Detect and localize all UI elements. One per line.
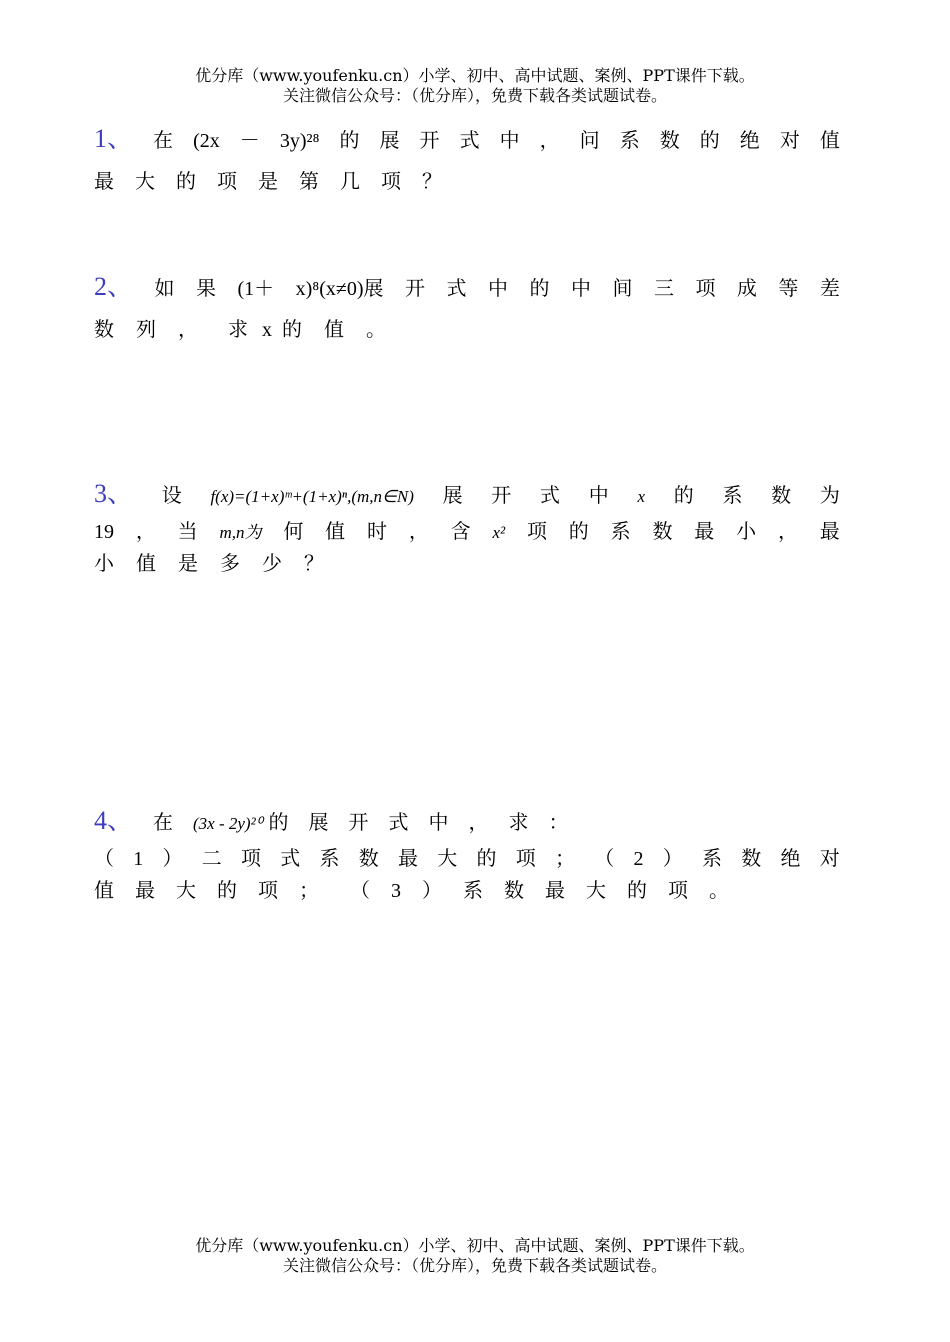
token: 是 — [178, 551, 198, 575]
question-1-line-2 — [94, 160, 840, 202]
token: 式 — [388, 810, 409, 834]
token: x)⁸(x≠0)展 — [295, 278, 384, 300]
token: （ — [350, 878, 370, 902]
token: 何 — [283, 519, 304, 543]
token: 大 — [586, 878, 606, 902]
token: 数 — [741, 846, 762, 870]
token: 值 — [325, 519, 346, 543]
token: (2x — [193, 130, 220, 152]
token: 差 — [819, 276, 840, 300]
token: 果 — [195, 276, 216, 300]
token: ， — [408, 519, 429, 543]
token: 式 — [459, 128, 480, 152]
token: 值 — [819, 128, 840, 152]
token: ： — [548, 810, 569, 834]
question-number: 4、 — [94, 806, 134, 835]
token: 。 — [709, 878, 729, 902]
token: 开 — [419, 128, 440, 152]
x-squared: x² — [492, 523, 506, 542]
token: 大 — [176, 878, 196, 902]
token: 中 — [588, 483, 609, 507]
token: 绝 — [739, 128, 760, 152]
token: 的 — [627, 878, 647, 902]
token: 3y)²⁸ — [279, 130, 320, 152]
token: 等 — [778, 276, 799, 300]
token: 绝 — [780, 846, 801, 870]
token: 项 — [258, 878, 278, 902]
binomial-formula: (3x - 2y)²⁰ — [193, 814, 263, 833]
page-header — [0, 66, 950, 106]
token: 展 — [308, 810, 329, 834]
question-2-line-1 — [94, 266, 840, 308]
token: 为 — [819, 483, 840, 507]
token: ， — [777, 519, 798, 543]
token: 最 — [545, 878, 565, 902]
token: ？ — [422, 169, 442, 193]
token: 数 — [504, 878, 524, 902]
question-number: 1、 — [94, 124, 134, 153]
token: 系 — [463, 878, 483, 902]
variable-x: x — [637, 487, 645, 506]
token: 数 — [358, 846, 379, 870]
token: 项 — [515, 846, 536, 870]
token: (1＋ — [237, 278, 275, 300]
token: 问 — [579, 128, 600, 152]
page-footer — [0, 1236, 950, 1276]
token: 第 — [299, 169, 319, 193]
variables-m-n: m,n为 — [219, 523, 262, 542]
token: 值 — [136, 551, 156, 575]
question-3 — [94, 473, 840, 579]
token: 中 — [570, 276, 591, 300]
token: 对 — [819, 846, 840, 870]
token: 值 — [324, 317, 344, 341]
token: 项 — [381, 169, 401, 193]
token: 展 — [379, 128, 400, 152]
footer-line-2: 关注微信公众号：（优分库），免费下载各类试题试卷。 — [282, 1256, 667, 1275]
token: 在 — [153, 810, 174, 834]
token: 项 — [695, 276, 716, 300]
token: 二 — [201, 846, 222, 870]
token: 值 — [94, 878, 114, 902]
token: （ — [594, 846, 615, 870]
header-line-1: 优分库（www.youfenku.cn）小学、初中、高中试题、案例、PPT课件下载。 — [195, 66, 755, 85]
token: － — [239, 128, 260, 152]
token: 式 — [280, 846, 301, 870]
token: 小 — [736, 519, 757, 543]
header-line-2: 关注微信公众号：（优分库），免费下载各类试题试卷。 — [282, 86, 667, 105]
token: ） — [422, 878, 442, 902]
token: 数 — [94, 317, 114, 341]
token: 系 — [619, 128, 640, 152]
token: 的 — [699, 128, 720, 152]
token: 系 — [319, 846, 340, 870]
token: 时 — [367, 519, 387, 543]
token: 数 — [652, 519, 673, 543]
token: 最 — [135, 878, 155, 902]
question-1-line-1 — [94, 118, 840, 160]
token: 19 — [94, 521, 114, 543]
token: 几 — [340, 169, 360, 193]
question-3-line-2 — [94, 515, 840, 547]
token: 系 — [722, 483, 743, 507]
question-4-line-1 — [94, 800, 594, 842]
question-1 — [94, 118, 840, 202]
token: 的 — [339, 128, 360, 152]
token: 项 — [526, 519, 547, 543]
token: 列 — [136, 317, 156, 341]
token: 小 — [94, 551, 114, 575]
token: 当 — [177, 519, 198, 543]
question-3-line-3 — [94, 547, 840, 579]
token: 系 — [702, 846, 722, 870]
token: 项 — [217, 169, 237, 193]
question-4-line-3 — [94, 874, 729, 906]
token: 设 — [161, 483, 182, 507]
token: 在 — [153, 128, 174, 152]
token: 式 — [446, 276, 467, 300]
token: ， — [539, 128, 560, 152]
token: 求 — [508, 810, 529, 834]
question-2 — [94, 266, 840, 350]
question-number: 3、 — [94, 479, 134, 508]
token: 最 — [398, 846, 418, 870]
token: 三 — [653, 276, 674, 300]
token: 最 — [694, 519, 715, 543]
token: 的 — [568, 519, 589, 543]
token: 的 — [268, 810, 289, 834]
token: 含 — [450, 519, 471, 543]
token: 间 — [612, 276, 633, 300]
token: 开 — [491, 483, 512, 507]
token: ） — [162, 846, 183, 870]
token: 项 — [668, 878, 688, 902]
token: x — [262, 319, 272, 341]
token: ？ — [304, 551, 324, 575]
token: 项 — [241, 846, 261, 870]
token: 少 — [262, 551, 282, 575]
token: 。 — [366, 317, 386, 341]
token: 的 — [282, 317, 302, 341]
token: ， — [468, 810, 489, 834]
token: 是 — [258, 169, 278, 193]
token: 开 — [348, 810, 369, 834]
token: 的 — [476, 846, 497, 870]
question-2-line-2 — [94, 308, 840, 350]
token: 中 — [488, 276, 509, 300]
token: 对 — [779, 128, 800, 152]
token: 求 — [228, 317, 248, 341]
token: 3 — [391, 880, 401, 902]
token: 中 — [499, 128, 520, 152]
token: 大 — [135, 169, 155, 193]
token: 的 — [529, 276, 550, 300]
token: 如 — [154, 276, 175, 300]
token: 大 — [437, 846, 458, 870]
token: 展 — [442, 483, 463, 507]
token: （ — [94, 846, 114, 870]
token: 的 — [673, 483, 694, 507]
token: 2 — [633, 848, 644, 870]
question-4 — [94, 800, 840, 906]
token: 系 — [610, 519, 631, 543]
token: 最 — [819, 519, 840, 543]
token: ） — [662, 846, 683, 870]
question-number: 2、 — [94, 272, 134, 301]
token: ， — [178, 317, 198, 341]
token: 1 — [133, 848, 144, 870]
question-4-line-2 — [94, 842, 840, 874]
token: 的 — [217, 878, 237, 902]
token: ， — [135, 519, 156, 543]
token: 最 — [94, 169, 114, 193]
token: 式 — [540, 483, 561, 507]
token: 的 — [176, 169, 196, 193]
token: ； — [299, 878, 319, 902]
token: 数 — [659, 128, 680, 152]
token: 中 — [428, 810, 449, 834]
footer-line-1: 优分库（www.youfenku.cn）小学、初中、高中试题、案例、PPT课件下载。 — [195, 1236, 755, 1255]
token: 多 — [220, 551, 240, 575]
function-formula: f(x)=(1+x)ᵐ+(1+x)ⁿ,(m,n∈N) — [210, 487, 414, 506]
token: 成 — [736, 276, 757, 300]
token: ； — [555, 846, 575, 870]
token: 开 — [405, 276, 426, 300]
question-3-line-1 — [94, 473, 840, 515]
token: 数 — [771, 483, 792, 507]
